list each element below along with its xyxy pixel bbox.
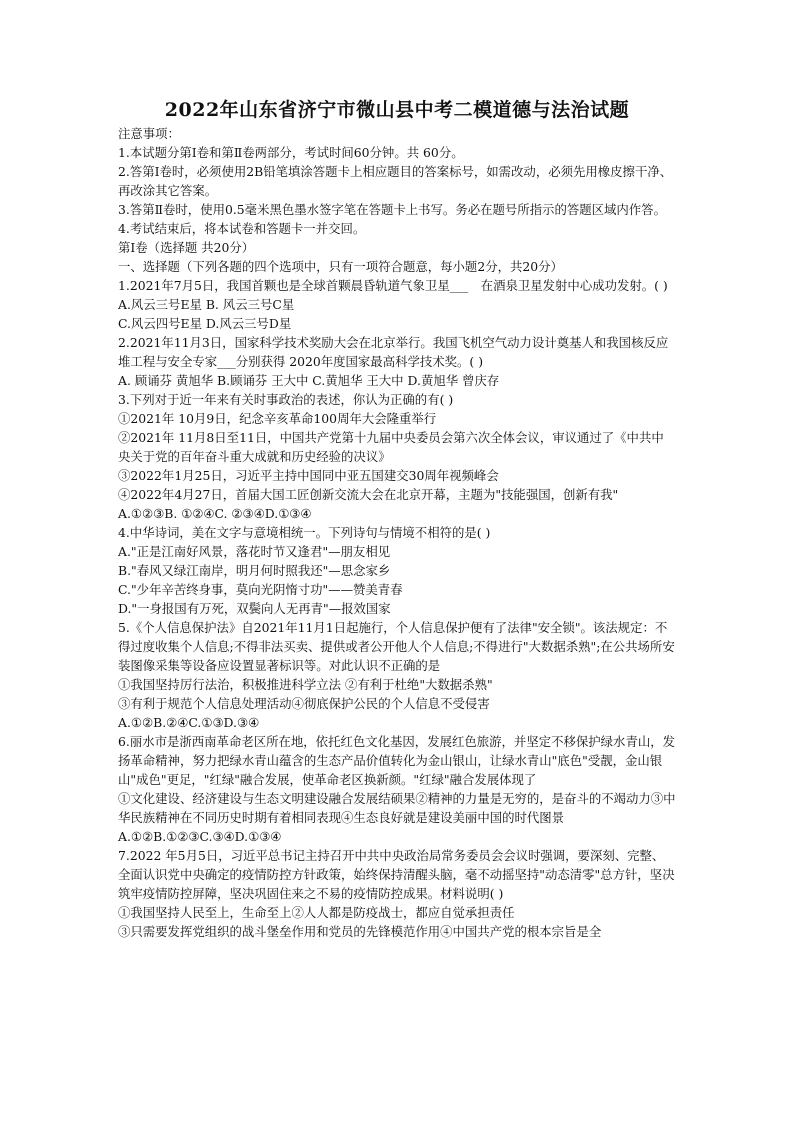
notice-heading: 注意事项：	[118, 126, 180, 141]
question-4-option-c: C."少年辛苦终身事，莫向光阴惰寸功"——赞美青春	[118, 582, 403, 597]
question-6-options: A.①②B.①②③C.③④D.①③④	[118, 829, 282, 844]
notice-item-3: 3.答第Ⅱ卷时，使用0.5毫米黑色墨水签字笔在答题卡上书写。务必在题号所指示的答题区域内作答。	[118, 202, 666, 217]
page-content	[118, 98, 676, 941]
question-4-option-b: B."春风又绿江南岸，明月何时照我还"—思念家乡	[118, 563, 391, 578]
question-3-statement-3: ③2022年1月25日，习近平主持中国同中亚五国建交30周年视频峰会	[118, 468, 499, 483]
part-heading: 第Ⅰ卷（选择题 共20分）	[118, 240, 255, 255]
notice-item-1: 1.本试题分第Ⅰ卷和第Ⅱ卷两部分，考试时间60分钟。共 60分。	[118, 145, 464, 160]
question-7-statements-12: ①我国坚持人民至上，生命至上②人人都是防疫战士，都应自觉承担责任	[118, 905, 515, 920]
question-5-stem: 5.《个人信息保护法》自2021年11月1日起施行，个人信息保护便有了法律"安全锁"。该法规定：不得过度收集个人信息;不得非法买卖、提供或者公开他人个人信息;不得进行"大数据杀熟";在公共场所安装图像采集等设备应设置显著标识等。对此认识不正确的是	[118, 620, 675, 673]
question-4-option-a: A."正是江南好风景，落花时节又逢君"—朋友相见	[118, 544, 391, 559]
question-3-statement-1: ①2021年 10月9日，纪念辛亥革命100周年大会隆重举行	[118, 411, 437, 426]
question-5-statements-34: ③有利于规范个人信息处理活动④彻底保护公民的个人信息不受侵害	[118, 696, 490, 711]
question-4-stem: 4.中华诗词，美在文字与意境相统一。下列诗句与情境不相符的是( )	[118, 525, 491, 540]
question-2-stem: 2.2021年11月3日，国家科学技术奖励大会在北京举行。我国飞机空气动力设计奠基人和我国核反应堆工程与安全专家___分别获得 2020年度国家最高科学技术奖。( )	[118, 335, 669, 369]
question-1-options-ab: A.风云三号E星 B. 风云三号C星	[118, 297, 295, 312]
question-5-statements-12: ①我国坚持厉行法治，积极推进科学立法 ②有利于杜绝"大数据杀熟"	[118, 677, 493, 692]
question-3-stem: 3.下列对于近一年来有关时事政治的表述，你认为正确的有( )	[118, 392, 454, 407]
question-3-options: A.①②③B. ①②④C. ②③④D.①③④	[118, 506, 312, 521]
question-1-stem: 1.2021年7月5日，我国首颗也是全球首颗晨昏轨道气象卫星___ 在酒泉卫星发射中心成功发射。( )	[118, 278, 668, 293]
notice-item-2: 2.答第Ⅰ卷时，必须使用2B铅笔填涂答题卡上相应题目的答案标号，如需改动，必须先用橡皮擦干净、再改涂其它答案。	[118, 164, 673, 198]
question-3-statement-2: ②2021年 11月8日至11日，中国共产党第十九届中央委员会第六次全体会议，审议通过了《中共中央关于党的百年奋斗重大成就和历史经验的决议》	[118, 430, 664, 464]
section-heading: 一、选择题（下列各题的四个选项中，只有一项符合题意，每小题2分，共20分）	[118, 259, 563, 274]
question-6-stem: 6.丽水市是浙西南革命老区所在地，依托红色文化基因，发展红色旅游，并坚定不移保护绿水青山，发扬革命精神，努力把绿水青山蕴含的生态产品价值转化为金山银山，让绿水青山"底色"受靓，金山银山"成色"更足，"红绿"融合发展，使革命老区换新颜。"红绿"融合发展体现了	[118, 734, 676, 787]
question-5-options: A.①②B.②④C.①③D.③④	[118, 715, 260, 730]
question-2-options: A. 顾诵芬 黄旭华 B.顾诵芬 王大中 C.黄旭华 王大中 D.黄旭华 曾庆存	[118, 373, 500, 388]
question-6-statements: ①文化建设、经济建设与生态文明建设融合发展结硕果②精神的力量是无穷的，是奋斗的不竭动力③中华民族精神在不同历史时期有着相同表现④生态良好就是建设美丽中国的时代图景	[118, 791, 676, 825]
question-7-stem: 7.2022 年5月5日，习近平总书记主持召开中共中央政治局常务委员会会议时强调，要深刻、完整、全面认识党中央确定的疫情防控方针政策，始终保持清醒头脑，毫不动摇坚持"动态清零"总方针，坚决筑牢疫情防控屏障，坚决巩固住来之不易的疫情防控成果。材料说明( )	[118, 848, 675, 901]
question-1-options-cd: C.风云四号E星 D.风云三号D星	[118, 316, 292, 331]
question-7-statements-34: ③只需要发挥党组织的战斗堡垒作用和党员的先锋模范作用④中国共产党的根本宗旨是全	[118, 924, 602, 939]
question-4-option-d: D."一身报国有万死，双鬓向人无再青"—报效国家	[118, 601, 391, 616]
notice-item-4: 4.考试结束后，将本试卷和答题卡一并交回。	[118, 221, 366, 236]
exam-title: 2022年山东省济宁市微山县中考二模道德与法治试题	[164, 99, 630, 121]
question-3-statement-4: ④2022年4月27日，首届大国工匠创新交流大会在北京开幕，主题为"技能强国，创新有我"	[118, 487, 619, 502]
